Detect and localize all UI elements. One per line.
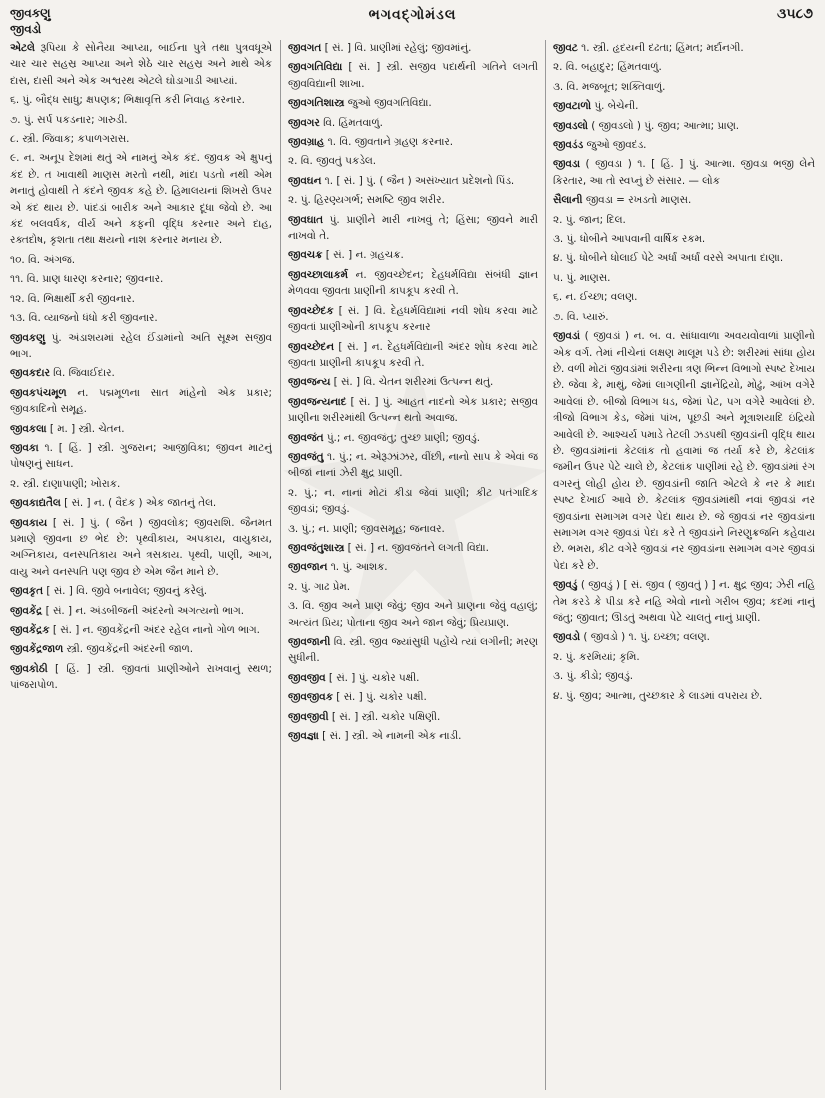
dictionary-entry: જીવચક્ર [ સં. ] ન. ગ્રહચક્ર. xyxy=(288,249,404,262)
dictionary-entry: જીવકણુ પું. અંડાશયમાં રહેલ ઈંડામાંનો અતિ સૂક્ષ્મ સજીવ ભાગ. xyxy=(10,331,272,360)
headword: જીવગ્રાહ xyxy=(288,136,325,149)
headword: જીવચ્છેદક xyxy=(288,304,334,317)
guide-word-top: જીવકણુ xyxy=(10,6,51,20)
headword: જીવગર xyxy=(288,116,320,129)
dictionary-entry: જીવકાદ્યતૈલ [ સં. ] ન. ( વૈદક ) એક જાતનું તેલ. xyxy=(10,497,217,510)
headword: જીવજંત xyxy=(288,431,324,444)
dictionary-entry: ૩. વિ. મજબૂત; શક્તિવાળું. xyxy=(553,80,666,93)
dictionary-entry: જીવચ્છાલાકર્મ ન. જીવચ્છેદન; દેહધર્મવિદ્યા સંબંધી જ્ઞાન મેળવવા જીવતા પ્રાણીની કાપકૂપ કરવી તે. xyxy=(288,268,538,298)
dictionary-entry: ૪. પું. જીવ; આત્મા, તુચ્છકાર કે લાડમાં વપરાય છે. xyxy=(553,689,763,702)
headword: જીવગત xyxy=(288,42,322,54)
headword: જીવચ્છેદન xyxy=(288,340,334,353)
headword: એટલે xyxy=(10,42,35,54)
dictionary-entry: ૨. પું. ગાઢ પ્રેમ. xyxy=(288,580,351,593)
headword: જીવડા xyxy=(553,158,581,171)
dictionary-entry: ૯. ન. અનૂપ દેશમાં થતું એ નામનું એક કંદ. જીવક એ ક્ષુપનું કંદ છે. ત ખાવાથી માણસ મરતો નથી, માંદા પડતો નથી એમ મનાતું હોવાથી તે કંદને જીવક કહે છે. હિમાલયનાં શિખરો ઉપર એ કંદ થાય છે. પાંદડાં બારીક અને આકાર દૂધા જેવો છે. આ કંદ બલવર્ધક, વીર્ય અને કફની વૃદ્ધિ કરનાર અને દાહ, રક્તદોષ, કૃશતા તથા ક્ષયનો નાશ કરનાર મનાય છે. xyxy=(10,152,272,247)
dictionary-entry: જીવચ્છેદક [ સં. ] વિ. દેહધર્મવિદ્યામાં નવી શોધ કરવા માટે જીવતાં પ્રાણીઓની કાપકૂપ કરનાર xyxy=(288,304,538,334)
dictionary-entry: જીવજાન ૧. પું. આશક. xyxy=(288,561,388,574)
dictionary-entry: ૫. પું. માણસ. xyxy=(553,271,611,284)
dictionary-entry: જીવઘન ૧. [ સં. ] પું. ( જૈન ) અસંખ્યાત પ્રદેશનો પિંડ. xyxy=(288,174,515,187)
dictionary-entry: જીવકેંદ્ર [ સં. ] ન. અંડબીજની અંદરનો અગત્યનો ભાગ. xyxy=(10,604,245,617)
dictionary-entry: જીવજંતુ ૧. પું.; ન. એરૂઝાંઝર, વીંછી, નાનો સાપ કે એવાં જ બીજાં નાનાં ઝેરી ક્ષુદ્ર પ્રાણી. xyxy=(288,450,538,480)
headword: જીવજન્યનાદ xyxy=(288,395,347,408)
headword: જીવકોઠી xyxy=(10,662,48,675)
headword: જીવકલા xyxy=(10,422,47,435)
dictionary-entry: જીવજીવક [ સં. ] પું. ચકોર પક્ષી. xyxy=(288,691,427,704)
dictionary-entry: જીવજંતુશાસ્ત્ર [ સં. ] ન. જીવજંતને લગતી વિદ્યા. xyxy=(288,541,489,554)
dictionary-entry: જીવટ ૧. સ્ત્રી. હૃદયની દઢતા; હિંમત; મર્દાનગી. xyxy=(553,42,744,54)
headword: જીવકેંદ્રક xyxy=(10,624,50,636)
dictionary-entry: જીવજન્યનાદ [ સં. ] પું. આહત નાદનો એક પ્રકાર; સજીવ પ્રાણીના શરીરમાંથી ઉત્પન્ન થતો અવાજ. xyxy=(288,395,538,425)
dictionary-entry: ૩. વિ. જીવ અને પ્રાણ જેવું; જીવ અને પ્રાણના જેવું વહાલું; અત્યંત પ્રિય; પોતાના જીવ અને જાન જેવું; પ્રિયપ્રાણ. xyxy=(288,600,538,629)
column-2 xyxy=(288,40,538,1090)
headword: જીવચ્છાલાકર્મ xyxy=(288,268,349,281)
dictionary-entry: જીવકલા [ મ. ] સ્ત્રી. ચેતન. xyxy=(10,422,125,435)
headword: જીવટ xyxy=(553,42,578,54)
headword: જીવકાય xyxy=(10,516,48,529)
headword: જીવડાં xyxy=(553,330,581,343)
headword: જીવઘન xyxy=(288,174,322,187)
dictionary-entry: જીવકેંદ્રજાળ સ્ત્રી. જીવકેંદ્રની અંદરની જાળ. xyxy=(10,643,194,656)
dictionary-entry: જીવકોઠી [ હિં. ] સ્ત્રી. જીવતાં પ્રાણીઓને રાખવાનું સ્થળ; પાંજરાપોળ. xyxy=(10,662,272,692)
dictionary-entry: જીવડું ( જીવડું ) [ સં. જીવ ( જીવતું ) ] ન. ક્ષુદ્ર જીવ; ઝેરી નહિ તેમ કરડે કે પીડા કરે નહિ એવો નાનો ગરીબ જીવ; કદમાં નાનું જંતુ; જીવાત; ઊડતું અથવા પેટે ચાલતું નાનું પ્રાણી. xyxy=(553,579,815,624)
dictionary-entry: જીવગ્રાહ ૧. વિ. જીવતાને ગ્રહણ કરનાર. xyxy=(288,136,454,149)
dictionary-entry: જીવગતિવિદ્યા [ સં. ] સ્ત્રી. સજીવ પદાર્થની ગતિને લગતી જીવવિદ્યાની શાખા. xyxy=(288,61,538,90)
dictionary-entry: જીવજાની વિ. સ્ત્રી. જીવ જ્યાંસુધી પહોંચે ત્યાં લગીની; મરણ સુધીની. xyxy=(288,636,538,665)
headword: સૈલાની xyxy=(553,194,583,207)
dictionary-entry: જીવકા ૧. [ હિં. ] સ્ત્રી. ગુજરાન; આજીવિકા; જીવન માટનું પોષણનું સાધન. xyxy=(10,441,272,471)
dictionary-entry: સૈલાની જીવડા = રખડતો માણસ. xyxy=(553,194,692,207)
headword: જીવડલો xyxy=(553,119,588,132)
dictionary-entry: જીવડો ( જીવડો ) ૧. પું. ઇચ્છા; વલણ. xyxy=(553,631,710,644)
page-title: ભગવદ્ગોમંડલ xyxy=(368,7,457,23)
headword: જીવચક્ર xyxy=(288,249,323,262)
dictionary-entry: જીવજન્ય [ સં. ] વિ. ચેતન શરીરમાં ઉત્પન્ન થતું. xyxy=(288,376,494,389)
headword: જીવકણુ xyxy=(10,331,46,344)
dictionary-entry: ૩. પું. ધોબીને આપવાની વાર્ષિક રકમ. xyxy=(553,233,706,246)
dictionary-entry: જીવજંત પું.; ન. જીવજંતુ; તુચ્છ પ્રાણી; જીવડું. xyxy=(288,431,481,444)
dictionary-entry: ૨. પું. હિરણ્યગર્ભ; સમષ્ટિ જીવ શરીર. xyxy=(288,194,445,207)
dictionary-entry: જીવકદાર વિ. જિવાઈદાર. xyxy=(10,367,115,380)
dictionary-entry: જીવકાય [ સં. ] પું. ( જૈન ) જીવલોક; જીવરાશિ. જૈનમત પ્રમાણે જીવના છ ભેદ છે: પૃથ્વીકાય, અપકાય, વાયુકાય, અગ્નિકાય, વનસ્પતિકાય અને ત્રસકાય. પૃથ્વી, પાણી, આગ, વાયુ અને વનસ્પતિ પણ જીવ છે એમ જૈન માને છે. xyxy=(10,516,272,578)
headword: જીવજાની xyxy=(288,636,331,648)
dictionary-entry: ૧૩. વિ. વ્યાજનો ધંધો કરી જીવનાર. xyxy=(10,312,158,325)
dictionary-entry: જીવગત [ સં. ] વિ. પ્રાણીમાં રહેલું; જીવમાંનું. xyxy=(288,42,472,54)
dictionary-entry: જીવડાં ( જીવડાં ) ન. બ. વ. સાંધાવાળા અવયવોવાળાં પ્રાણીનો એક વર્ગ. તેમાં નીચેનાં લક્ષણ માલૂમ પડે છે: શરીરમાં સાંધા હોય છે. વળી મોટાં જીવડાંમાં શરીરના ત્રણ ભિન્ન વિભાગો સ્પષ્ટ દેખાય છે. જેવા કે, માથું, જેમાં લાગણીની જ્ઞાનેંદ્રિયો, મોઢું, આંખ વગેરે આવેલાં છે. બીજો વિભાગ ધડ, જેમાં પેટ, પગ વગેરે આવેલાં છે. ત્રીજો વિભાગ કેડ, જેમાં પાંખ, પૂછડી અને મૂત્રાશયાદિ ઇંદ્રિયો આવેલી છે. આશ્ચર્ય પમાડે તેટલી ઝડપથી જીવડાંની વૃદ્ધિ થાય છે. જીવડાંમાંનાં કેટલાંક તો હવામાં જ તર્યા કરે છે, કેટલાંક જમીન ઉપર પેટે ચાલે છે, કેટલાંક પાણીમાં રહે છે. જીવડાંમાં રંગ વગરનું લોહી હોય છે. જીવડાંની જાતિ એટલે કે નર કે માદા સ્પષ્ટ દેખાઈ આવે છે. કેટલાંક જીવડાંમાંથી નવાં જીવડાં નર જીવડાંના સમાગમ વગર પેદા થાય છે. જે જીવડાં નર જીવડાંના સમાગમ વગર જીવડાં પેદા કરે તે જીવડાંને નિરણુક્રજનિ કહેવાય છે. ભમરા, કીટ વગેરે જીવડાં નર જીવડાંના સમાગમ વગર જીવડાં પેદા કરે છે. xyxy=(553,330,815,572)
dictionary-entry: ૧૦. વિ. અંગજ. xyxy=(10,253,76,266)
dictionary-entry: જીવકૃત [ સં. ] વિ. જીવે બનાવેલ; જીવનું કરેલું. xyxy=(10,585,208,598)
dictionary-entry: ૪. પું. ધોબીને ધોલાઈ પેટે અર્ધાં અર્ધાં વરસે અપાતા દાણા. xyxy=(553,252,784,265)
dictionary-entry: ૨. પું. જાન; દિલ. xyxy=(553,213,626,226)
column-divider-1 xyxy=(280,40,281,1090)
dictionary-entry: ૧૧. વિ. પ્રાણ ધારણ કરનાર; જીવનાર. xyxy=(10,273,164,286)
dictionary-entry: જીવગર વિ. હિંમતવાળું. xyxy=(288,116,383,129)
dictionary-entry: ૨. સ્ત્રી. દાણાપાણી; ખોરાક. xyxy=(10,477,121,490)
headword: જીવજન્ય xyxy=(288,376,331,389)
dictionary-entry: ૩. પું. કીડો; જીવડું. xyxy=(553,670,634,683)
headword: જીવકેંદ્ર xyxy=(10,604,43,617)
headword: જીવકદાર xyxy=(10,367,50,380)
column-3 xyxy=(553,40,815,1090)
headword: જીવગતિશાસ્ત્ર xyxy=(288,97,345,110)
headword: જીવકાદ્યતૈલ xyxy=(10,497,61,510)
guide-word-bottom: જીવડો xyxy=(10,22,42,36)
dictionary-entry: ૭. વિ. પ્યારું. xyxy=(553,310,609,323)
dictionary-entry: ૮. સ્ત્રી. જિવાક; કપાળગરાસ. xyxy=(10,133,130,146)
headword: જીવડો xyxy=(553,631,581,644)
dictionary-entry: જીવડા ( જીવડા ) ૧. [ હિં. ] પું. આત્મા. જીવડા ભજી લેને કિરતાર, આ તો સ્વપ્નું છે સંસાર. — લોક xyxy=(553,158,815,187)
dictionary-entry: જીવડલો ( જીવડલો ) પું. જીવ; આત્મા; પ્રાણ. xyxy=(553,119,740,132)
headword: જીવજીવક xyxy=(288,691,333,704)
dictionary-entry: જીવકપંચમૂળ ન. પદ્મમૂળના સાત માંહેનો એક પ્રકાર; જીવકાદિનો સમૂહ. xyxy=(10,386,272,416)
headword: જીવઘાત xyxy=(288,213,324,226)
dictionary-entry: ૩. પું.; ન. પ્રાણી; જીવસમૂહ; જનાવર. xyxy=(288,522,445,535)
dictionary-entry: ૨. પું. કરમિયાં; કૃમિ. xyxy=(553,650,640,663)
headword: જીવકેંદ્રજાળ xyxy=(10,643,64,656)
dictionary-entry: જીવગતિશાસ્ત્ર જુઓ જીવગતિવિદ્યા. xyxy=(288,97,432,110)
dictionary-entry: ૭. પું. સર્પ પકડનાર; ગારુડી. xyxy=(10,113,128,126)
dictionary-entry: જીવજ્ઞા [ સં. ] સ્ત્રી. એ નામની એક નાડી. xyxy=(288,730,462,743)
dictionary-entry: ૬. ન. ઈચ્છા; વલણ. xyxy=(553,291,638,304)
dictionary-entry: જીવકેંદ્રક [ સં. ] ન. જીવકેંદ્રની અંદર રહેલ નાનો ગોળ ભાગ. xyxy=(10,624,260,636)
dictionary-entry: જીવજીવ [ સં. ] પું. ચકોર પક્ષી. xyxy=(288,671,420,684)
dictionary-entry: એટલે રૂપિયા કે સોનૈયા આપ્યા, બાઈના પુત્રે તથા પુત્રવધૂએ ચાર ચાર સહસ્ર આપ્યા અને શેઠે ચાર સહસ્ર અને માથે એક દાસ, દાસી અને એક અશ્વરથ એટલે ઘોડાગાડી આપ્યાં. xyxy=(10,42,272,87)
dictionary-entry: ૬. પું. બૌદ્ધ સાધુ; ક્ષપણક; ભિક્ષાવૃત્તિ કરી નિવાહ કરનાર. xyxy=(10,94,245,107)
headword: જીવડંડ xyxy=(553,139,584,152)
dictionary-entry: ૧૨. વિ. ભિક્ષાર્થી કરી જીવનાર. xyxy=(10,292,135,305)
dictionary-entry: જીવઘાત પું. પ્રાણીને મારી નાખવું તે; હિંસા; જીવને મારી નાખવો તે. xyxy=(288,213,538,243)
headword: જીવજાન xyxy=(288,561,328,574)
dictionary-entry: ૨. વિ. જીવતું પકડેલ. xyxy=(288,155,377,168)
headword: જીવકપંચમૂળ xyxy=(10,386,67,399)
headword: જીવજ્ઞા xyxy=(288,730,319,743)
dictionary-entry: ૨. વિ. બહાદુર; હિંમતવાળું. xyxy=(553,61,662,74)
headword: જીવકૃત xyxy=(10,585,44,598)
dictionary-entry: જીવડંડ જુઓ જીવદંડ. xyxy=(553,139,647,152)
dictionary-entry: જીવચ્છેદન [ સં. ] ન. દેહધર્મવિદ્યાની અંદર શોધ કરવા માટે જીવતા પ્રાણીની કાપકૂપ કરવી તે. xyxy=(288,340,538,369)
headword: જીવગતિવિદ્યા xyxy=(288,61,343,74)
dictionary-entry: જીવજીવી [ સં. ] સ્ત્રી. ચકોર પક્ષિણી. xyxy=(288,710,441,723)
dictionary-entry: ૨. પું.; ન. નાનાં મોટાં કીડા જેવાં પ્રાણી; કીટ પતંગાદિક જીવડાં; જીવડું. xyxy=(288,486,538,516)
headword: જીવજીવી xyxy=(288,710,329,723)
headword: જીવજંતુ xyxy=(288,450,324,463)
column-divider-2 xyxy=(545,40,546,1090)
column-1 xyxy=(10,40,272,1090)
headword: જીવજીવ xyxy=(288,671,326,684)
page-number: ૩૫૮૭ xyxy=(777,6,813,22)
headword: જીવકા xyxy=(10,441,39,454)
headword: જીવડું xyxy=(553,579,578,592)
dictionary-entry: જીવટાળો પું. બેચેની. xyxy=(553,100,639,113)
headword: જીવટાળો xyxy=(553,100,592,113)
headword: જીવજંતુશાસ્ત્ર xyxy=(288,541,345,554)
page-header xyxy=(0,0,825,40)
